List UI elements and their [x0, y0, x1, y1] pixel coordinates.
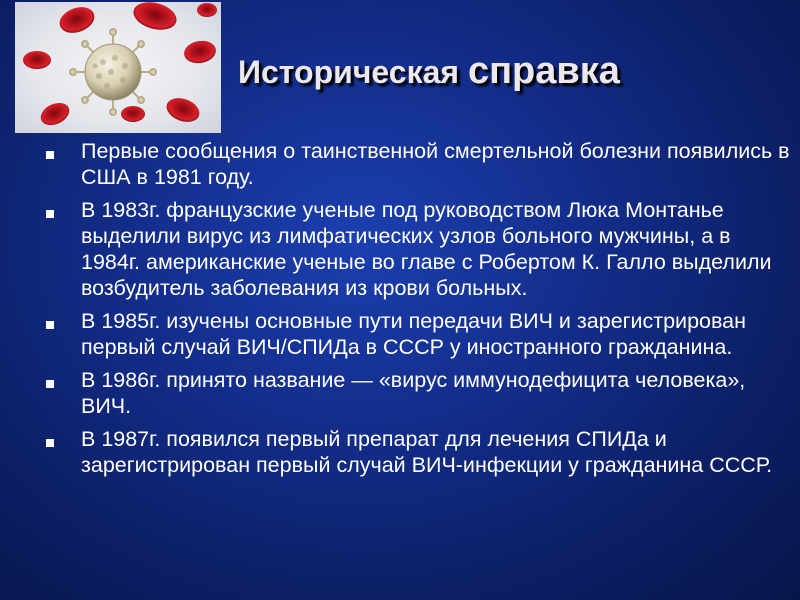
virus-illustration	[15, 2, 221, 133]
bullet-marker-icon	[46, 321, 54, 329]
bullet-text: Первые сообщения о таинственной смертельной болезни появились в США в 1981 году.	[81, 139, 790, 189]
bullet-text: В 1986г. принято название — «вирус иммунодефицита человека», ВИЧ.	[81, 368, 746, 418]
bullet-marker-icon	[46, 151, 54, 159]
bullet-text: В 1987г. появился первый препарат для лечения СПИДа и зарегистрирован первый случай ВИЧ-инфекции у гражданина СССР.	[81, 427, 773, 477]
bullet-marker-icon	[46, 439, 54, 447]
bullet-marker-icon	[46, 210, 54, 218]
bullet-text: В 1985г. изучены основные пути передачи ВИЧ и зарегистрирован первый случай ВИЧ/СПИДа в СССР у иностранного гражданина.	[81, 309, 746, 359]
blood-cell	[37, 99, 73, 130]
blood-cell	[56, 3, 98, 38]
title-part-2: справка	[467, 50, 620, 92]
bullet-item	[46, 197, 790, 301]
title-part-1: Историческая	[238, 54, 460, 90]
bullet-item	[46, 308, 790, 360]
bullet-list	[46, 138, 790, 485]
bullet-item	[46, 426, 790, 478]
blood-cell	[130, 2, 179, 34]
bullet-marker-icon	[46, 380, 54, 388]
blood-cell	[163, 94, 202, 126]
bullet-text: В 1983г. французские ученые под руководством Люка Монтанье выделили вирус из лимфатических узлов больного мужчины, а в 1984г. американские ученые во главе с Робертом К. Галло выделили возбудитель заболевания из крови больных.	[81, 198, 772, 300]
blood-cell	[197, 3, 217, 17]
bullet-item	[46, 367, 790, 419]
blood-cell	[23, 51, 51, 69]
blood-cell	[121, 106, 145, 122]
bullet-item	[46, 138, 790, 190]
slide-title	[238, 50, 620, 93]
blood-cell	[182, 38, 217, 65]
virus-and-blood-cells-icon	[15, 2, 221, 133]
